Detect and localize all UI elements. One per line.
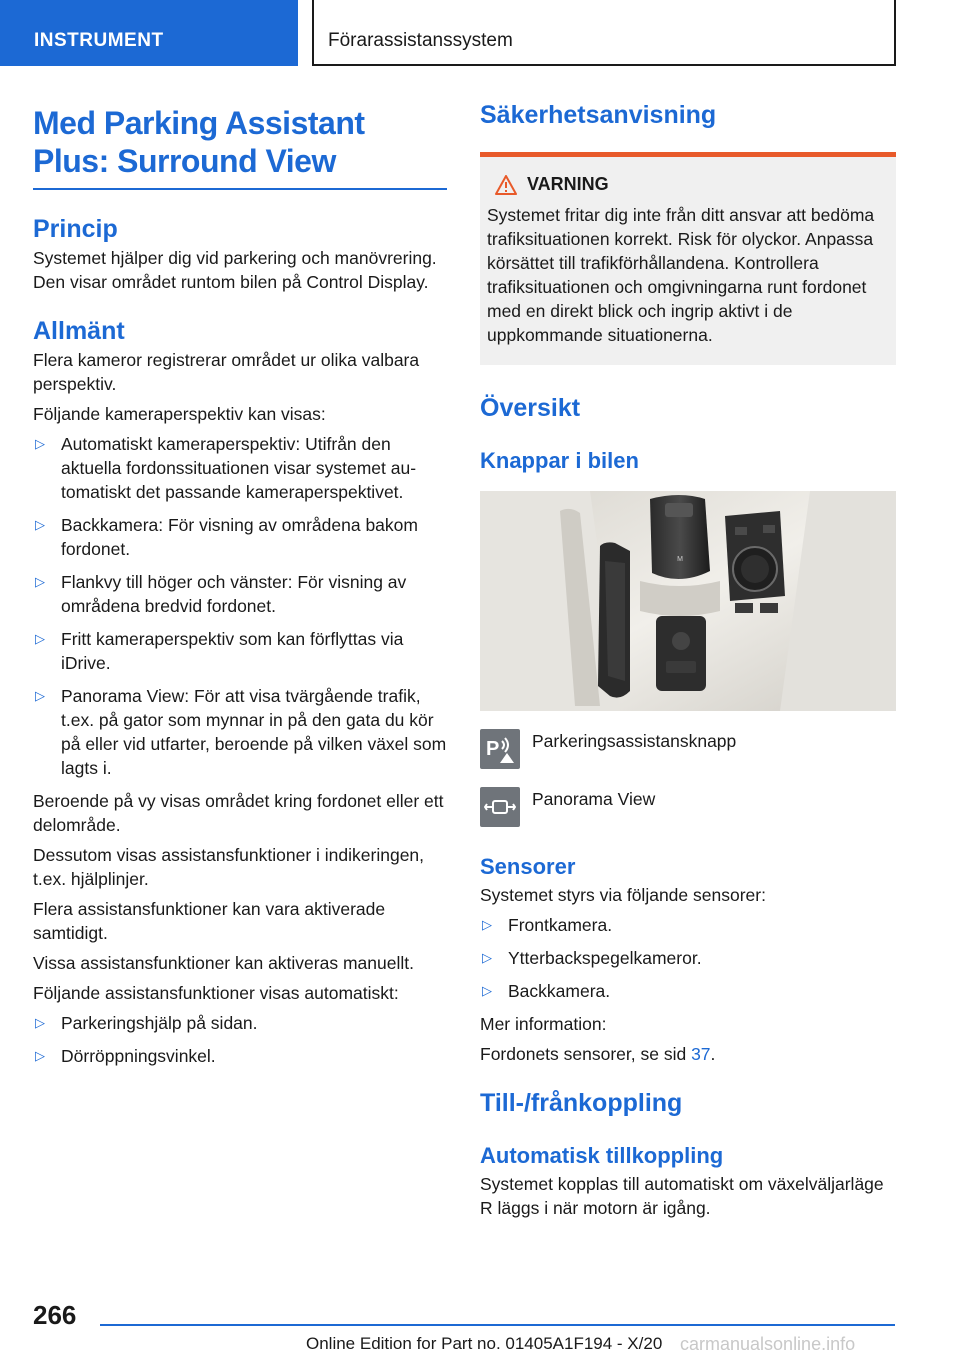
triangle-bullet-icon: ▷ <box>35 631 45 646</box>
list-item: ▷ Frontkamera. <box>482 915 613 935</box>
allmant-heading: Allmänt <box>33 317 125 345</box>
panorama-view-label: Panorama View <box>532 789 656 809</box>
warning-triangle-icon <box>495 175 517 195</box>
right-column <box>480 100 896 1220</box>
title-line-2: Plus: Surround View <box>33 143 336 179</box>
sensor-reference: Fordonets sensorer, se sid 37. <box>480 1044 716 1064</box>
warning-text: Systemet fritar dig inte från ditt ansvar att bedöma trafiksituationen korrekt. Risk för olyckor. Anpassa körsättet till trafikförhållandena. Kontrollera trafiksituationen och omgivningarna runt fordonet med en direkt blick och ingrip aktivt i de uppkommande situationerna. <box>487 205 875 345</box>
triangle-bullet-icon: ▷ <box>482 950 492 965</box>
princip-text: Systemet hjälper dig vid parkering och manövrering. Den visar området runtom bilen på Control Display. <box>33 248 437 292</box>
sensorer-text: Systemet styrs via följande sensorer: <box>480 885 766 905</box>
parking-assist-icon <box>480 729 520 769</box>
center-console-photo <box>480 491 896 711</box>
list-item: ▷ Flankvy till höger och vänster: För visning av områdena bredvid fordonet. <box>35 572 407 616</box>
allmant-paragraph-2: Följande kameraperspektiv kan visas: <box>33 404 326 424</box>
footer-rule <box>100 1324 895 1326</box>
triangle-bullet-icon: ▷ <box>35 517 45 532</box>
triangle-bullet-icon: ▷ <box>35 574 45 589</box>
auto-heading: Automatisk tillkoppling <box>480 1143 724 1168</box>
sensorer-heading: Sensorer <box>480 854 576 879</box>
sensor-list <box>480 913 896 1003</box>
left-column <box>33 104 447 1077</box>
allmant-paragraph-1: Flera kameror registrerar området ur olika valbara perspektiv. <box>33 350 420 394</box>
svg-text:P: P <box>486 738 500 760</box>
triangle-bullet-icon: ▷ <box>482 983 492 998</box>
list-item: ▷ Fritt kameraperspektiv som kan förflyttas via iDrive. <box>35 629 404 673</box>
section-tab: Förarassistanssystem <box>312 0 896 66</box>
triangle-bullet-icon: ▷ <box>35 1048 45 1063</box>
oversikt-heading: Översikt <box>480 394 581 422</box>
auto-text: Systemet kopplas till automatiskt om växelväljarläge R läggs i när motorn är igång. <box>480 1174 884 1218</box>
list-item: ▷ Ytterbackspegelkameror. <box>482 948 702 968</box>
warning-box <box>480 152 896 365</box>
princip-heading: Princip <box>33 215 118 243</box>
page-title <box>33 104 447 180</box>
title-rule <box>33 188 447 190</box>
page-header <box>0 0 960 66</box>
triangle-bullet-icon: ▷ <box>482 917 492 932</box>
safety-heading: Säkerhetsanvisning <box>480 101 717 129</box>
footer-edition: Online Edition for Part no. 01405A1F194 - X/20 <box>306 1334 663 1353</box>
page-number: 266 <box>33 1300 77 1330</box>
chapter-tab: INSTRUMENT <box>0 0 298 66</box>
panorama-view-button-row <box>480 787 896 827</box>
list-item: ▷ Panorama View: För att visa tvärgående trafik, t.ex. på gator som mynnar in på den gata du kör på eller vid utfarter, beroende på vilken växel som lagts i. <box>35 686 447 778</box>
parking-assist-button-row <box>480 729 896 769</box>
list-item: ▷ Backkamera. <box>482 981 611 1001</box>
center-console-illustration <box>480 491 896 711</box>
svg-text:M: M <box>677 556 683 563</box>
title-line-1: Med Parking Assistant <box>33 105 365 141</box>
paragraph-4: Dessutom visas assistansfunktioner i indikeringen, t.ex. hjälplinjer. <box>33 845 425 889</box>
triangle-bullet-icon: ▷ <box>35 1015 45 1030</box>
list-item: ▷ Dörröppningsvinkel. <box>35 1046 216 1066</box>
watermark: carmanualsonline.info <box>680 1334 856 1354</box>
list-item: ▷ Parkeringshjälp på sidan. <box>35 1013 258 1033</box>
perspective-list <box>33 432 447 780</box>
page-link[interactable]: 37 <box>691 1044 711 1064</box>
parking-assist-label: Parkeringsassistansknapp <box>532 731 737 751</box>
panorama-view-icon <box>480 787 520 827</box>
more-info-text: Mer information: <box>480 1014 607 1034</box>
knappar-heading: Knappar i bilen <box>480 448 639 473</box>
paragraph-5: Flera assistansfunktioner kan vara aktiverade samtidigt. <box>33 899 386 943</box>
paragraph-7: Följande assistansfunktioner visas automatiskt: <box>33 983 399 1003</box>
paragraph-3: Beroende på vy visas området kring fordonet eller ett delområde. <box>33 791 444 835</box>
triangle-bullet-icon: ▷ <box>35 688 45 703</box>
till-heading: Till-/frånkoppling <box>480 1089 683 1117</box>
triangle-bullet-icon: ▷ <box>35 436 45 451</box>
list-item: ▷ Backkamera: För visning av områdena bakom fordonet. <box>35 515 418 559</box>
list-item: ▷ Automatiskt kameraperspektiv: Utifrån den aktuella fordonssituationen visar systemet automatiskt det passande kameraperspektivet. <box>35 434 417 502</box>
warning-title: VARNING <box>487 174 888 195</box>
warning-bar <box>480 152 896 157</box>
auto-function-list <box>33 1011 447 1068</box>
paragraph-6: Vissa assistansfunktioner kan aktiveras manuellt. <box>33 953 414 973</box>
